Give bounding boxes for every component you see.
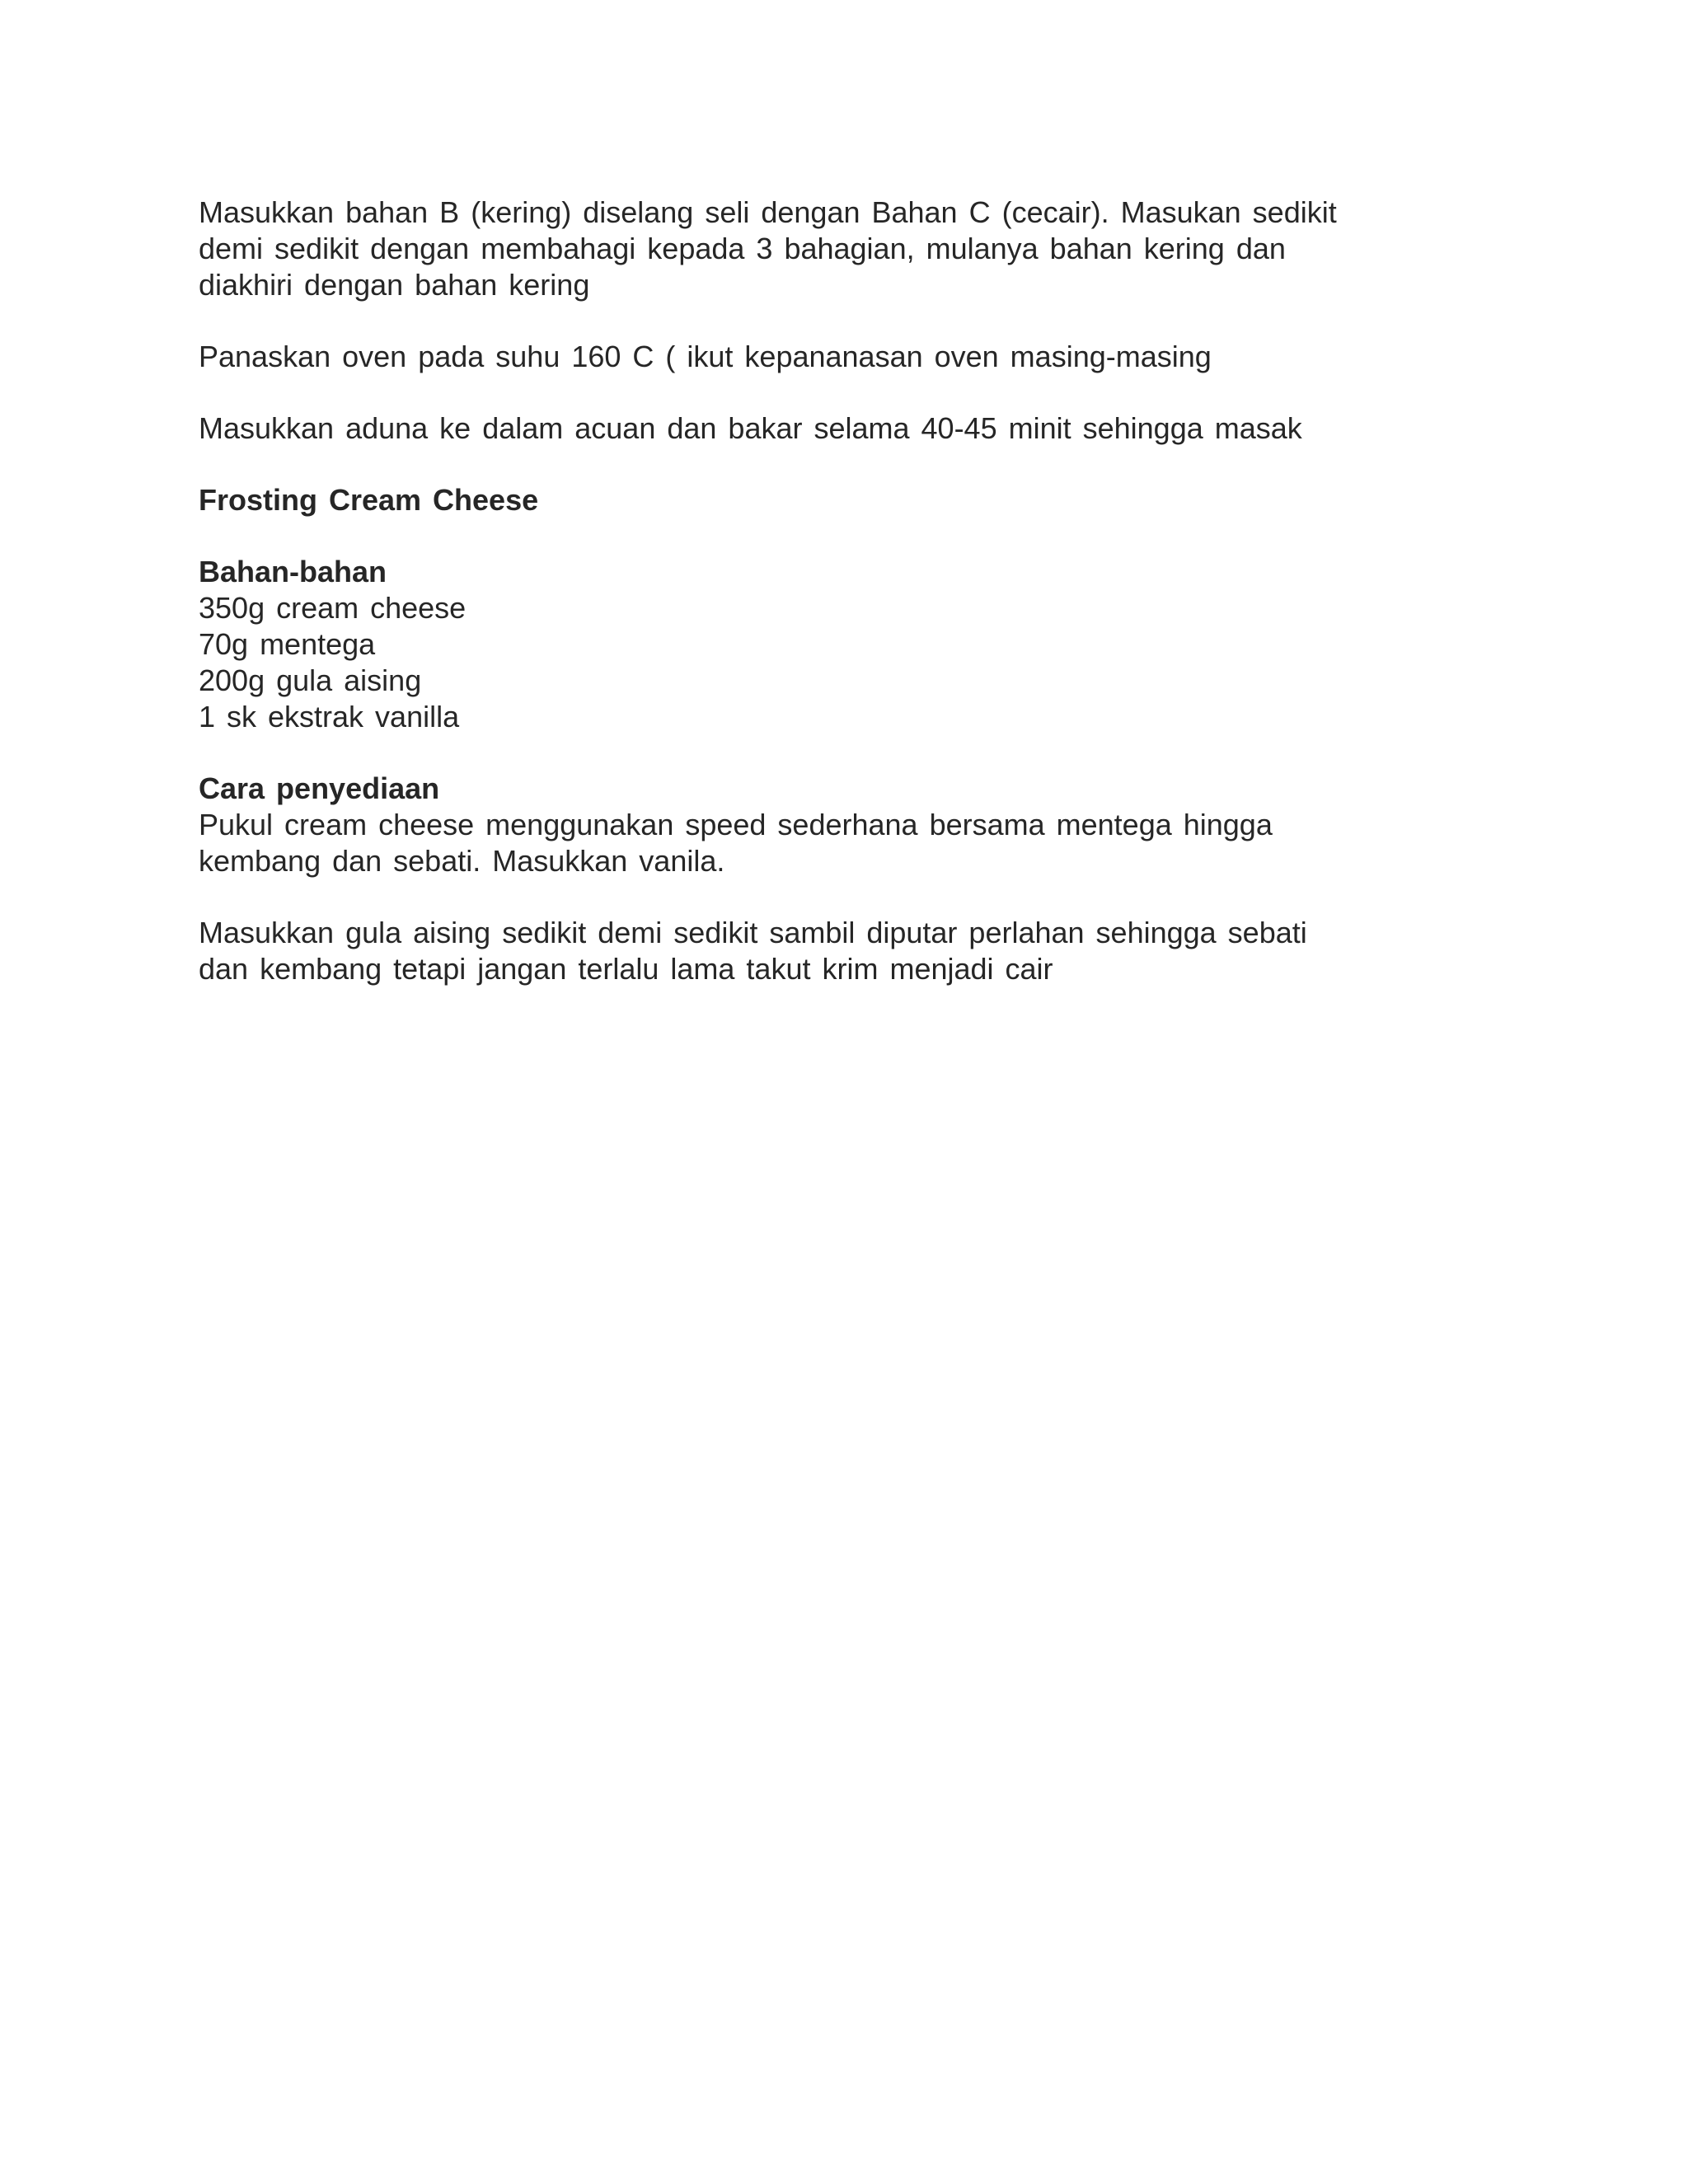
preparation-paragraph-2	[199, 915, 1410, 987]
text-line: diakhiri dengan bahan kering	[199, 268, 590, 302]
text-line: Pukul cream cheese menggunakan speed sederhana bersama mentega hingga	[199, 808, 1273, 841]
list-item: 200g gula aising	[199, 663, 422, 697]
intro-paragraph-2	[199, 339, 1410, 375]
document-content	[199, 194, 1410, 987]
list-item: 1 sk ekstrak vanilla	[199, 700, 460, 733]
text-line: Masukkan gula aising sedikit demi sedikit sambil diputar perlahan sehingga sebati	[199, 916, 1307, 949]
text-line: kembang dan sebati. Masukkan vanila.	[199, 844, 725, 878]
section-title: Frosting Cream Cheese	[199, 483, 539, 517]
text-line: Masukkan aduna ke dalam acuan dan bakar selama 40-45 minit sehingga masak	[199, 411, 1302, 445]
ingredients-list	[199, 590, 1410, 735]
intro-paragraph-1	[199, 194, 1410, 303]
text-line: Panaskan oven pada suhu 160 C ( ikut kepananasan oven masing-masing	[199, 340, 1212, 373]
text-line: dan kembang tetapi jangan terlalu lama takut krim menjadi cair	[199, 952, 1053, 986]
ingredients-heading: Bahan-bahan	[199, 555, 387, 588]
preparation-paragraph-1	[199, 807, 1410, 879]
preparation-heading: Cara penyediaan	[199, 771, 440, 805]
text-line: Masukkan bahan B (kering) diselang seli dengan Bahan C (cecair). Masukan sedikit	[199, 195, 1337, 229]
list-item: 70g mentega	[199, 627, 376, 661]
text-line: demi sedikit dengan membahagi kepada 3 bahagian, mulanya bahan kering dan	[199, 232, 1286, 265]
intro-paragraph-3	[199, 410, 1410, 447]
list-item: 350g cream cheese	[199, 591, 467, 625]
